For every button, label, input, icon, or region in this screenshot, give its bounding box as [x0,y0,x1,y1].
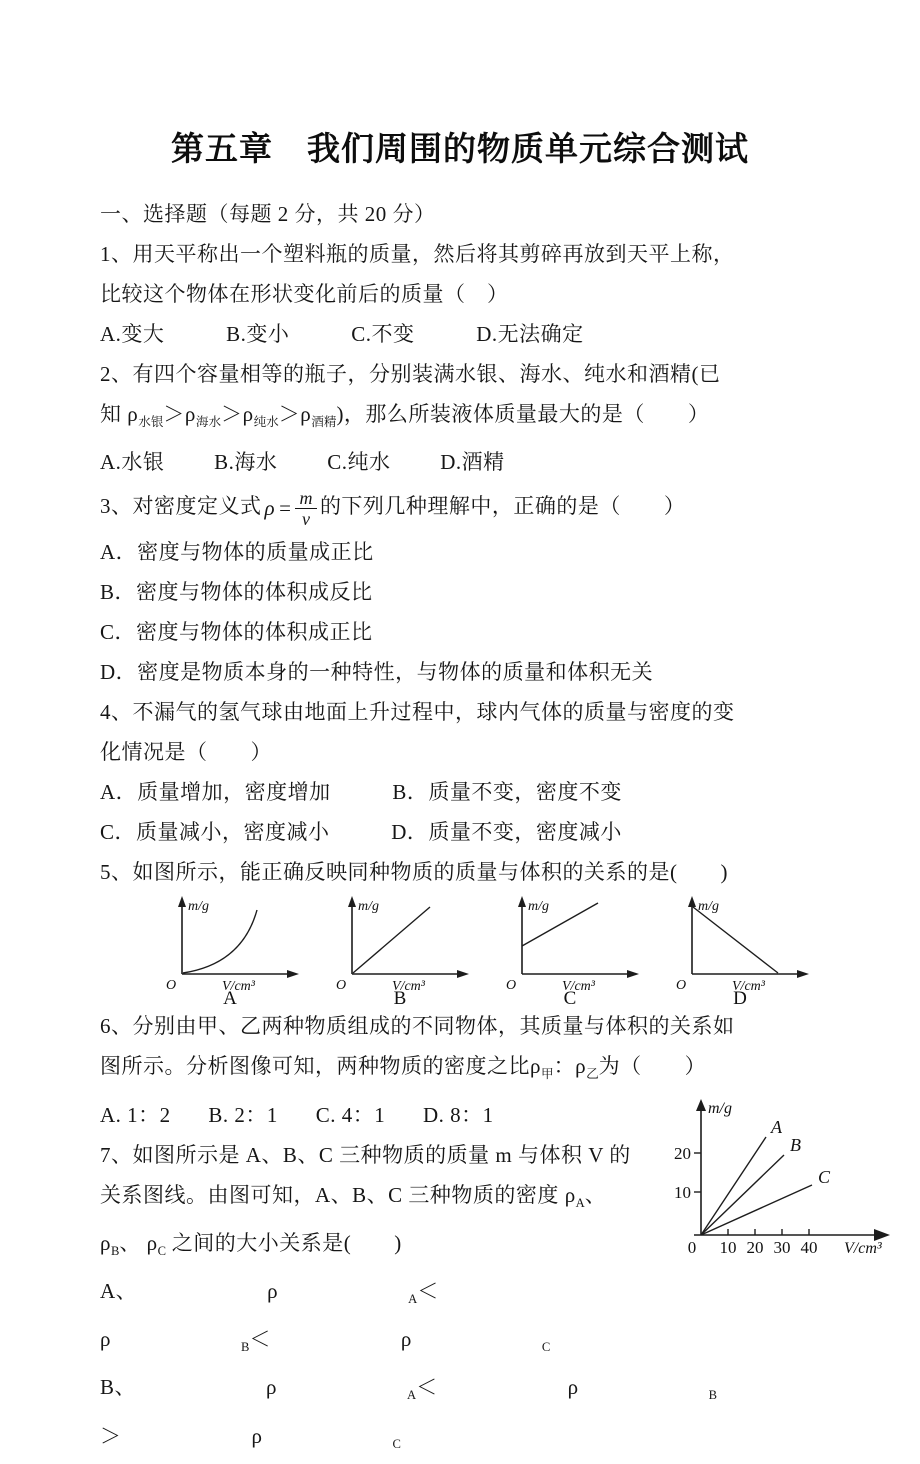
x-tick-label-0: 0 [687,1237,697,1257]
figure-letter: D [733,988,747,1007]
q6-option-b: B. 2：1 [208,1102,278,1127]
q3-option-c: C．密度与物体的体积成正比 [100,620,373,645]
q6-stem-line2: 图所示。分析图像可知，两种物质的密度之比$\rho_甲$：$\rho_乙$为（ ） [100,1054,707,1082]
q1-stem-line1: 1、用天平称出一个塑料瓶的质量，然后将其剪碎再放到天平上称， [100,242,735,266]
curve-concave-up [183,910,257,973]
series-label-b: B [790,1134,801,1155]
q4-option-d: D．质量不变，密度减小 [391,820,622,845]
y-axis-arrow-icon [696,1099,706,1111]
q5-figure-c [498,894,648,1006]
section-heading: 一、选择题（每题 2 分，共 20 分） [100,202,436,226]
x-axis-label: V/cm³ [562,979,595,995]
q4-option-a: A．质量增加，密度增加 [100,780,331,805]
question-4 [100,692,820,852]
origin-label: O [506,978,517,994]
y-axis-arrow-icon [688,896,696,907]
x-axis-arrow-icon [627,970,639,978]
q3-stem-post: 的下列几种理解中，正确的是（ ） [319,494,686,519]
q2-option-b: B.海水 [214,450,278,475]
x-axis-arrow-icon [797,970,809,978]
q1-option-d: D.无法确定 [476,322,584,346]
q4-stem-line1: 4、不漏气的氢气球由地面上升过程中，球内气体的质量与密度的变 [100,700,735,725]
series-label-c: C [818,1166,831,1187]
q1-options [100,314,820,354]
x-tick-label-20: 20 [746,1237,764,1257]
q3-stem [100,482,820,532]
question-5 [100,852,820,1006]
q5-stem: 5、如图所示，能正确反映同种物质的质量与体积的关系的是( ) [100,860,728,885]
x-tick-label-40: 40 [800,1237,818,1257]
q2-option-a: A.水银 [100,450,165,475]
q3-option-a: A．密度与物体的质量成正比 [100,540,374,565]
q7-options [100,1271,820,1464]
q1-option-c: C.不变 [351,322,415,346]
y-axis-label: m/g [528,899,549,915]
y-axis-arrow-icon [178,896,186,907]
q1-stem-line2: 比较这个物体在形状变化前后的质量（ ） [100,282,509,306]
q1-option-a: A.变大 [100,322,165,346]
y-axis-label: m/g [698,899,719,915]
q2-option-d: D.酒精 [440,450,505,475]
q1-option-b: B.变小 [226,322,290,346]
y-axis-arrow-icon [348,896,356,907]
q4-options-row2 [100,812,820,852]
density-formula [265,484,317,532]
x-axis-label: V/cm³ [844,1239,882,1257]
fraction-m-over-v [295,488,317,529]
question-1 [100,234,820,354]
q3-stem-pre: 3、对密度定义式 [100,494,262,519]
x-axis-label: V/cm³ [392,979,425,995]
x-axis-arrow-icon [287,970,299,978]
rho-symbol: ρ [264,496,276,521]
fraction-denominator: v [301,508,311,529]
y-axis-label: m/g [188,899,209,915]
figure-letter: C [563,988,577,1007]
q7-option-b: B、 ρ $_A$＜ ρ $_B$＞ ρ $_C$ [100,1375,717,1451]
question-2 [100,354,820,482]
y-axis-label: m/g [708,1099,732,1117]
x-tick-label-30: 30 [773,1237,791,1257]
x-axis-arrow-icon [457,970,469,978]
q6-option-d: D. 8：1 [422,1102,494,1127]
figure-letter: B [393,988,407,1007]
q2-options [100,442,820,482]
q4-option-b: B．质量不变，密度不变 [392,780,622,805]
figure-letter: A [223,988,237,1007]
q3-option-d: D．密度是物质本身的一种特性，与物体的质量和体积无关 [100,660,654,685]
origin-label: O [676,978,687,994]
series-line-b [701,1155,784,1235]
q2-option-c: C.纯水 [327,450,391,475]
document-title: 第五章 我们周围的物质单元综合测试 [171,130,749,167]
q5-figure-row [158,894,820,1006]
y-tick-label-20: 20 [674,1143,691,1163]
q5-figure-b [328,894,478,1006]
equals-sign: = [279,496,292,521]
q3-option-b: B．密度与物体的体积成反比 [100,580,373,605]
y-tick-label-10: 10 [674,1182,691,1202]
line-negative-slope [693,907,778,973]
origin-label: O [166,978,177,994]
line-through-origin [353,907,430,973]
q6-option-a: A. 1：2 [100,1102,171,1127]
x-axis-label: V/cm³ [222,979,255,995]
question-3 [100,482,820,692]
q5-figure-a [158,894,308,1006]
q7-stem-line1: 7、如图所示是 A、B、C 三种物质的质量 m 与体积 V 的 [100,1142,631,1167]
q4-options-row1 [100,772,820,812]
q4-stem-line2: 化情况是（ ） [100,740,272,765]
q2-stem-line1: 2、有四个容量相等的瓶子，分别装满水银、海水、纯水和酒精(已 [100,362,721,386]
q7-stem-line3: $\rho_B$、 $\rho_C$ 之间的大小关系是( ) [100,1230,402,1258]
q7-figure [656,1095,912,1257]
q6-option-c: C. 4：1 [315,1102,386,1127]
q6-stem-line1: 6、分别由甲、乙两种物质组成的不同物体，其质量与体积的关系如 [100,1014,735,1039]
q7-option-a: A、 ρ $_A$＜ρ $_B$＜ ρ $_C$ [100,1278,551,1355]
q2-stem-line2: 知 $\rho_{水银}>\rho_{海水}>\rho_{纯水}>\rho_{酒精}$)，那么所装液体质量最大的是（ ） [100,402,710,430]
y-axis-label: m/g [358,899,379,915]
q7-stem-line2: 关系图线。由图可知，A、B、C 三种物质的密度 $\rho_A$、 [100,1182,607,1210]
origin-label: O [336,978,347,994]
q5-figure-d [668,894,818,1006]
y-axis-arrow-icon [518,896,526,907]
x-tick-label-10: 10 [719,1237,737,1257]
x-axis-label: V/cm³ [732,979,765,995]
q4-option-c: C．质量减小，密度减小 [100,820,330,845]
series-label-a: A [771,1116,782,1137]
fraction-numerator: m [295,488,317,509]
